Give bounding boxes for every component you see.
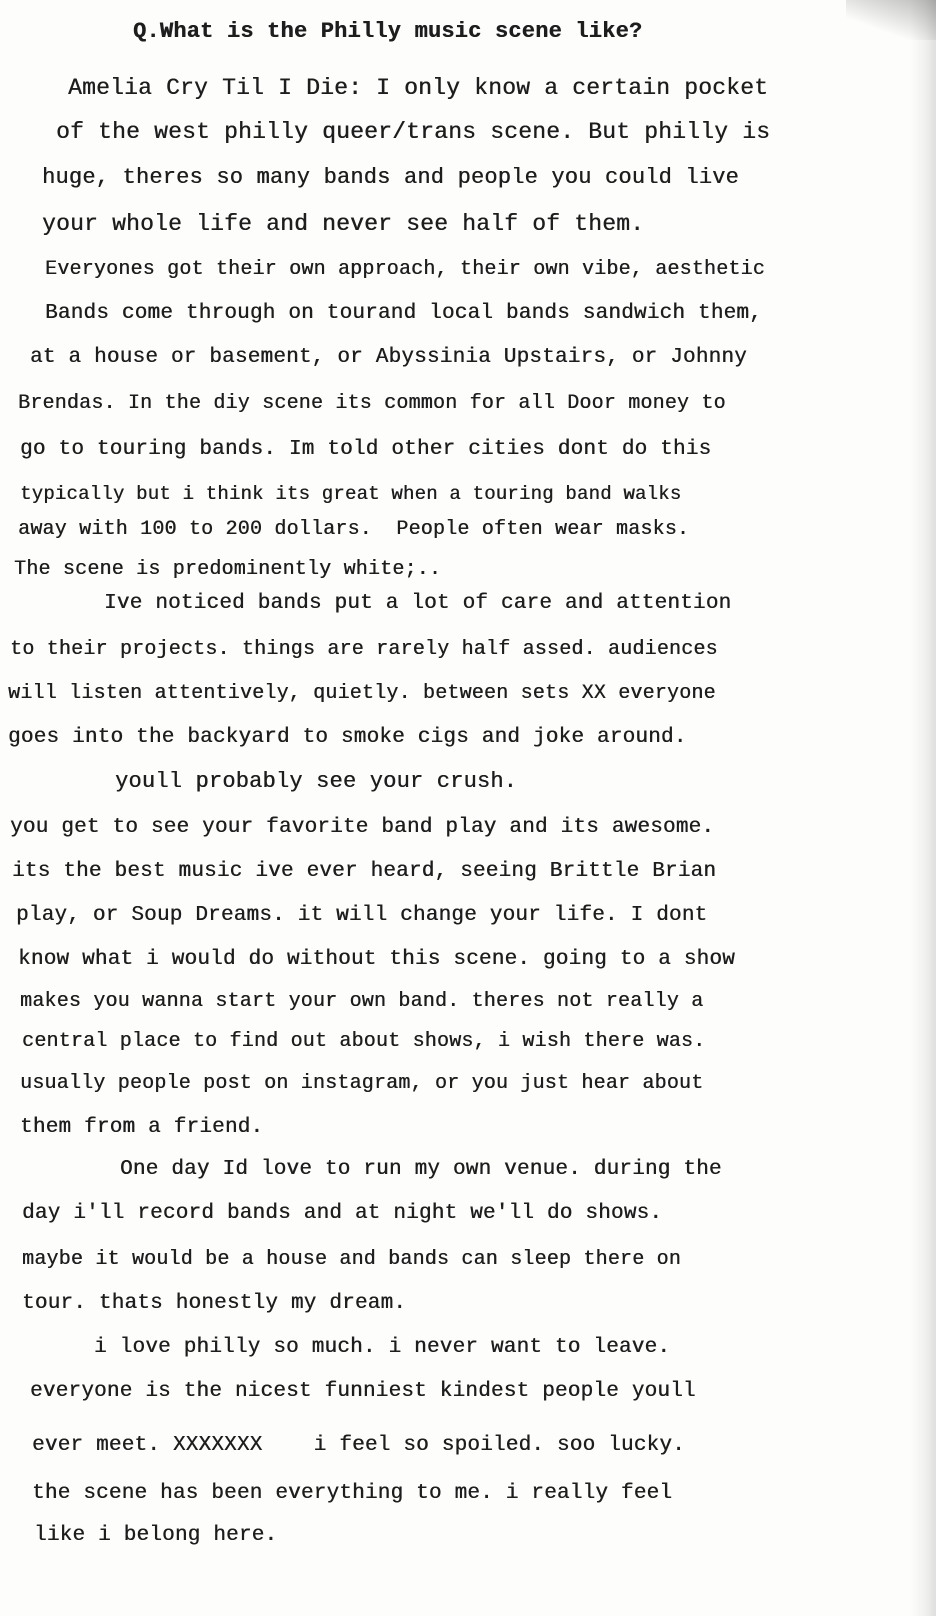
- text-line: them from a friend.: [20, 1116, 264, 1139]
- text-line: Amelia Cry Til I Die: I only know a certain pocket: [68, 75, 769, 101]
- text-line: know what i would do without this scene. going to a show: [18, 948, 735, 971]
- text-line: will listen attentively, quietly. between sets XX everyone: [8, 682, 716, 705]
- text-line: of the west philly queer/trans scene. But philly is: [56, 119, 771, 145]
- text-line: to their projects. things are rarely half assed. audiences: [10, 638, 718, 661]
- text-line: Brendas. In the diy scene its common for all Door money to: [18, 392, 726, 415]
- text-line: its the best music ive ever heard, seeing Brittle Brian: [12, 860, 717, 883]
- text-line: goes into the backyard to smoke cigs and joke around.: [8, 726, 687, 749]
- text-line: Ive noticed bands put a lot of care and attention: [104, 592, 732, 615]
- text-line: at a house or basement, or Abyssinia Upstairs, or Johnny: [30, 346, 747, 369]
- text-line: i love philly so much. i never want to leave.: [94, 1336, 671, 1359]
- text-line: like i belong here.: [34, 1524, 278, 1547]
- text-line: youll probably see your crush.: [115, 769, 518, 794]
- text-line: tour. thats honestly my dream.: [22, 1292, 407, 1315]
- text-line: day i'll record bands and at night we'll do shows.: [22, 1202, 663, 1225]
- text-line: your whole life and never see half of them.: [42, 211, 645, 237]
- text-line: go to touring bands. Im told other cities dont do this: [20, 438, 712, 461]
- text-line: huge, theres so many bands and people you could live: [42, 165, 739, 190]
- text-line: Bands come through on tourand local bands sandwich them,: [45, 302, 762, 325]
- text-line: away with 100 to 200 dollars. People often wear masks.: [18, 518, 690, 541]
- scan-corner-shadow: [846, 0, 936, 40]
- text-line: the scene has been everything to me. i really feel: [32, 1482, 673, 1505]
- text-line: ever meet. XXXXXXX i feel so spoiled. soo lucky.: [32, 1434, 685, 1457]
- text-line: you get to see your favorite band play and its awesome.: [10, 816, 715, 839]
- text-line: usually people post on instagram, or you just hear about: [20, 1072, 704, 1095]
- scan-shadow-edge: [910, 0, 936, 1616]
- text-line: play, or Soup Dreams. it will change your life. I dont: [16, 904, 708, 927]
- text-line: maybe it would be a house and bands can sleep there on: [22, 1248, 681, 1271]
- question-heading: Q.What is the Philly music scene like?: [133, 19, 643, 44]
- text-line: typically but i think its great when a touring band walks: [20, 483, 682, 505]
- text-line: The scene is predominently white;..: [14, 558, 442, 581]
- text-line: Everyones got their own approach, their own vibe, aesthetic: [45, 258, 765, 281]
- text-line: everyone is the nicest funniest kindest people youll: [30, 1380, 696, 1403]
- text-line: makes you wanna start your own band. theres not really a: [20, 990, 704, 1013]
- text-line: central place to find out about shows, i wish there was.: [22, 1030, 706, 1053]
- text-line: One day Id love to run my own venue. during the: [120, 1158, 722, 1181]
